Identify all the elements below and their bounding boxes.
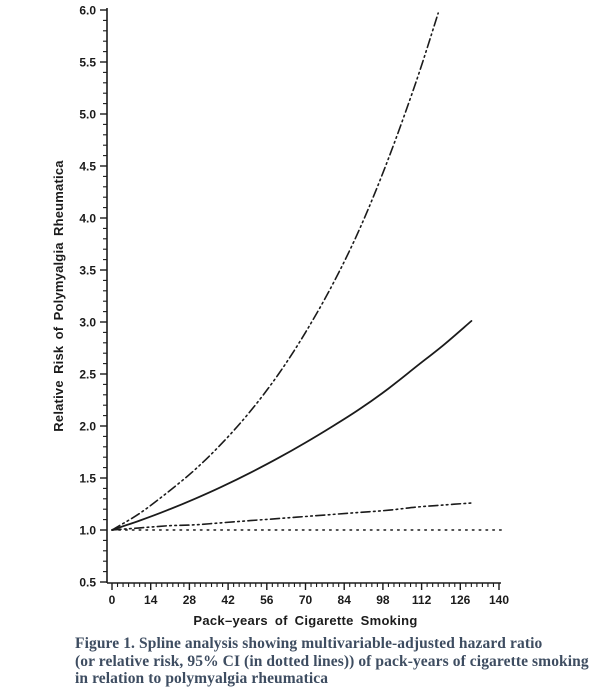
x-tick-label: 0 [108, 593, 116, 607]
upper-ci-curve [112, 13, 438, 530]
y-tick-label: 6.0 [79, 3, 96, 18]
x-tick-label: 28 [182, 593, 197, 607]
x-tick-label: 70 [298, 593, 313, 607]
x-tick-label: 84 [337, 593, 351, 607]
x-tick-label: 42 [221, 593, 235, 607]
y-axis-ticks [100, 10, 107, 582]
y-tick-label: 1.0 [79, 523, 96, 538]
y-tick-label: 4.5 [79, 159, 96, 174]
figure-caption [75, 635, 596, 688]
y-tick-label: 2.0 [79, 419, 96, 434]
y-tick-label: 5.0 [79, 107, 96, 122]
y-axis-title: Relative Risk of Polymyalgia Rheumatica [51, 160, 66, 432]
lower-ci-curve [112, 503, 471, 530]
hazard-ratio-curve [112, 321, 471, 530]
x-tick-label: 98 [376, 593, 390, 607]
y-tick-label: 0.5 [79, 575, 96, 590]
x-tick-label: 140 [488, 593, 510, 607]
x-tick-label: 112 [411, 593, 432, 607]
y-tick-label: 1.5 [79, 471, 96, 486]
y-tick-label: 3.0 [79, 315, 96, 330]
caption-line-3: in relation to polymyalgia rheumatica [75, 670, 329, 687]
x-axis-ticks [112, 583, 499, 590]
x-tick-label: 14 [144, 593, 158, 607]
y-tick-label: 4.0 [79, 211, 96, 226]
y-tick-label: 2.5 [79, 367, 96, 382]
x-axis-title: Pack–years of Cigarette Smoking [193, 613, 418, 628]
x-tick-label: 56 [260, 593, 274, 607]
caption-line-2: (or relative risk, 95% CI (in dotted lines)) of pack-years of cigarette smoking [75, 652, 589, 670]
y-tick-label: 5.5 [79, 55, 96, 70]
y-tick-label: 3.5 [79, 263, 96, 278]
x-tick-label: 126 [450, 593, 471, 607]
caption-line-1: Figure 1. Spline analysis showing multivariable-adjusted hazard ratio [75, 635, 543, 652]
